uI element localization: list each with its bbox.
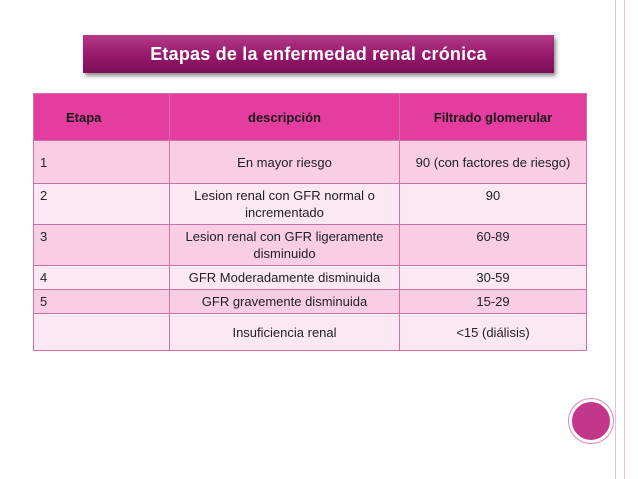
table-row xyxy=(34,141,587,184)
header-descripcion: descripción xyxy=(170,94,400,141)
table-row xyxy=(34,290,587,314)
cell-descripcion: GFR Moderadamente disminuida xyxy=(170,266,400,290)
cell-etapa: 2 xyxy=(34,184,170,225)
stages-table xyxy=(33,93,587,351)
cell-etapa: 1 xyxy=(34,141,170,184)
table-row xyxy=(34,266,587,290)
header-filtrado: Filtrado glomerular xyxy=(400,94,587,141)
cell-etapa: 4 xyxy=(34,266,170,290)
cell-filtrado: 90 xyxy=(400,184,587,225)
cell-filtrado: 90 (con factores de riesgo) xyxy=(400,141,587,184)
title-banner xyxy=(83,35,554,73)
cell-filtrado: 15-29 xyxy=(400,290,587,314)
table-row xyxy=(34,225,587,266)
frame-line-right xyxy=(624,0,625,479)
table-header-row xyxy=(34,94,587,141)
table-row xyxy=(34,314,587,351)
cell-filtrado: 60-89 xyxy=(400,225,587,266)
cell-descripcion: GFR gravemente disminuida xyxy=(170,290,400,314)
cell-filtrado: 30-59 xyxy=(400,266,587,290)
frame-line-left xyxy=(615,0,616,479)
cell-filtrado: <15 (diálisis) xyxy=(400,314,587,351)
header-etapa: Etapa xyxy=(34,94,170,141)
cell-descripcion: Insuficiencia renal xyxy=(170,314,400,351)
table-row xyxy=(34,184,587,225)
cell-etapa: 3 xyxy=(34,225,170,266)
cell-descripcion: Lesion renal con GFR ligeramente disminuido xyxy=(170,225,400,266)
cell-descripcion: En mayor riesgo xyxy=(170,141,400,184)
cell-etapa: 5 xyxy=(34,290,170,314)
page-title: Etapas de la enfermedad renal crónica xyxy=(150,43,487,64)
decorative-circle-icon xyxy=(569,399,613,443)
cell-descripcion: Lesion renal con GFR normal o incrementado xyxy=(170,184,400,225)
cell-etapa xyxy=(34,314,170,351)
